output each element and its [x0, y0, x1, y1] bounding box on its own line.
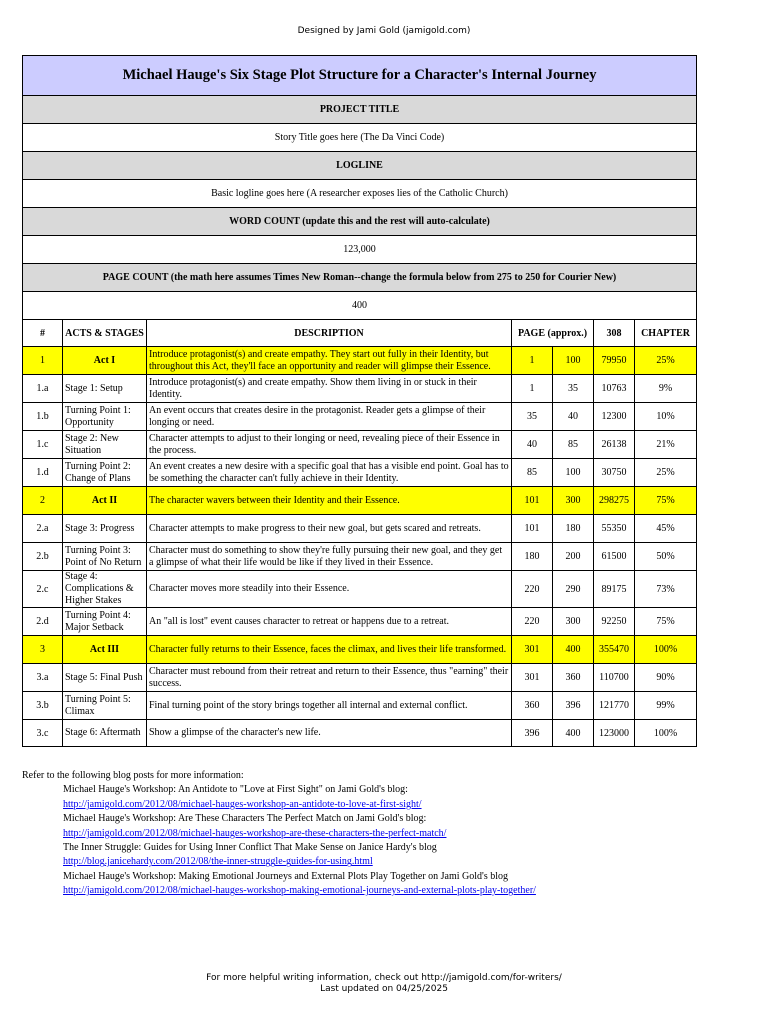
stage-name: Turning Point 3: Point of No Return [63, 543, 147, 571]
row-description: An "all is lost" event causes character to retreat or happens due to a retreat. [147, 608, 512, 636]
col-header-description: DESCRIPTION [147, 320, 512, 347]
page-start: 360 [512, 692, 553, 720]
chapter-percent: 75% [635, 487, 697, 515]
word-count-cell: 123000 [594, 720, 635, 747]
row-description: An event occurs that creates desire in the protagonist. Reader gets a glimpse of their longing or need. [147, 403, 512, 431]
row-number: 3 [23, 636, 63, 664]
row-number: 3.c [23, 720, 63, 747]
col-header-acts: ACTS & STAGES [63, 320, 147, 347]
stage-name: Stage 2: New Situation [63, 431, 147, 459]
stage-row [23, 664, 697, 692]
chapter-percent: 50% [635, 543, 697, 571]
column-header-row [23, 320, 697, 347]
logline-label: LOGLINE [23, 152, 697, 180]
reference-link[interactable]: http://jamigold.com/2012/08/michael-hauges-workshop-an-antidote-to-love-at-first-sight/ [63, 798, 422, 810]
row-description: Character must rebound from their retreat and return to their Essence, thus "earning" their success. [147, 664, 512, 692]
act-row [23, 636, 697, 664]
stage-name: Stage 4: Complications & Higher Stakes [63, 571, 147, 608]
chapter-percent: 100% [635, 720, 697, 747]
row-description: An event creates a new desire with a specific goal that has a visible end point. Goal has to be something the character can't fully achieve in their Identity. [147, 459, 512, 487]
row-description: Character must do something to show they're fully pursuing their new goal, and they get a glimpse of what their life would be like if they lived in their Essence. [147, 543, 512, 571]
footer-updated: Last updated on 04/25/2025 [320, 984, 448, 994]
word-count-cell: 121770 [594, 692, 635, 720]
chapter-percent: 21% [635, 431, 697, 459]
page-start: 101 [512, 515, 553, 543]
row-number: 3.b [23, 692, 63, 720]
stage-row [23, 375, 697, 403]
row-description: Character fully returns to their Essence, faces the climax, and lives their life transformed. [147, 636, 512, 664]
row-number: 1 [23, 347, 63, 375]
word-count-cell: 355470 [594, 636, 635, 664]
chapter-percent: 75% [635, 608, 697, 636]
col-header-words: 308 [594, 320, 635, 347]
col-header-num: # [23, 320, 63, 347]
row-description: Character attempts to adjust to their longing or need, revealing piece of their Essence in the process. [147, 431, 512, 459]
stage-name: Stage 6: Aftermath [63, 720, 147, 747]
stage-row [23, 571, 697, 608]
col-header-page: PAGE (approx.) [512, 320, 594, 347]
stage-name: Turning Point 2: Change of Plans [63, 459, 147, 487]
page-end: 180 [553, 515, 594, 543]
stage-row [23, 459, 697, 487]
page-end: 400 [553, 636, 594, 664]
stage-row [23, 720, 697, 747]
act-row [23, 487, 697, 515]
word-count-cell: 89175 [594, 571, 635, 608]
row-number: 2.c [23, 571, 63, 608]
act-name: Act I [63, 347, 147, 375]
page-end: 396 [553, 692, 594, 720]
page-start: 101 [512, 487, 553, 515]
chapter-percent: 25% [635, 347, 697, 375]
stage-name: Turning Point 4: Major Setback [63, 608, 147, 636]
chapter-percent: 73% [635, 571, 697, 608]
word-count-value[interactable]: 123,000 [23, 236, 697, 264]
reference-link[interactable]: http://jamigold.com/2012/08/michael-hauges-workshop-are-these-characters-the-perfect-match/ [63, 827, 447, 839]
footer [0, 973, 768, 995]
row-number: 1.c [23, 431, 63, 459]
reference-item: The Inner Struggle: Guides for Using Inner Conflict That Make Sense on Janice Hardy's blog [63, 842, 437, 854]
word-count-cell: 26138 [594, 431, 635, 459]
col-header-chapter: CHAPTER [635, 320, 697, 347]
footer-info: For more helpful writing information, check out http://jamigold.com/for-writers/ [206, 973, 562, 983]
page-start: 396 [512, 720, 553, 747]
page-start: 85 [512, 459, 553, 487]
act-name: Act III [63, 636, 147, 664]
chapter-percent: 100% [635, 636, 697, 664]
page-start: 35 [512, 403, 553, 431]
chapter-percent: 45% [635, 515, 697, 543]
references-section [22, 769, 742, 899]
reference-item: Michael Hauge's Workshop: Are These Characters The Perfect Match on Jami Gold's blog: [63, 813, 427, 825]
page-end: 100 [553, 347, 594, 375]
page-end: 300 [553, 487, 594, 515]
word-count-cell: 61500 [594, 543, 635, 571]
chapter-percent: 25% [635, 459, 697, 487]
row-number: 2 [23, 487, 63, 515]
page-count-value[interactable]: 400 [23, 292, 697, 320]
word-count-cell: 79950 [594, 347, 635, 375]
page-start: 1 [512, 347, 553, 375]
stage-row [23, 608, 697, 636]
word-count-label: WORD COUNT (update this and the rest will auto-calculate) [23, 208, 697, 236]
row-number: 2.b [23, 543, 63, 571]
page-start: 220 [512, 571, 553, 608]
row-number: 1.b [23, 403, 63, 431]
stage-name: Turning Point 1: Opportunity [63, 403, 147, 431]
stage-row [23, 515, 697, 543]
word-count-cell: 298275 [594, 487, 635, 515]
page-end: 290 [553, 571, 594, 608]
word-count-cell: 12300 [594, 403, 635, 431]
page-count-label: PAGE COUNT (the math here assumes Times New Roman--change the formula below from 275 to 250 for Courier New) [23, 264, 697, 292]
stage-name: Stage 5: Final Push [63, 664, 147, 692]
reference-link[interactable]: http://jamigold.com/2012/08/michael-hauges-workshop-making-emotional-journeys-and-external-plots-play-together/ [63, 885, 536, 897]
references-intro: Refer to the following blog posts for more information: [22, 770, 244, 781]
page-start: 40 [512, 431, 553, 459]
row-description: The character wavers between their Identity and their Essence. [147, 487, 512, 515]
page-end: 35 [553, 375, 594, 403]
word-count-cell: 55350 [594, 515, 635, 543]
page-end: 40 [553, 403, 594, 431]
stage-row [23, 692, 697, 720]
row-description: Show a glimpse of the character's new life. [147, 720, 512, 747]
page-end: 300 [553, 608, 594, 636]
page-start: 1 [512, 375, 553, 403]
row-description: Introduce protagonist(s) and create empathy. Show them living in or stuck in their Identity. [147, 375, 512, 403]
reference-item: Michael Hauge's Workshop: Making Emotional Journeys and External Plots Play Together on Jami Gold's blog [63, 870, 509, 882]
word-count-cell: 10763 [594, 375, 635, 403]
project-title-label: PROJECT TITLE [23, 96, 697, 124]
chapter-percent: 99% [635, 692, 697, 720]
row-description: Final turning point of the story brings together all internal and external conflict. [147, 692, 512, 720]
reference-item: Michael Hauge's Workshop: An Antidote to "Love at First Sight" on Jami Gold's blog: [63, 784, 408, 796]
word-count-cell: 30750 [594, 459, 635, 487]
word-count-cell: 92250 [594, 608, 635, 636]
row-number: 1.a [23, 375, 63, 403]
row-number: 2.d [23, 608, 63, 636]
row-number: 2.a [23, 515, 63, 543]
act-row [23, 347, 697, 375]
page-end: 200 [553, 543, 594, 571]
word-count-cell: 110700 [594, 664, 635, 692]
page-start: 301 [512, 636, 553, 664]
stage-name: Stage 1: Setup [63, 375, 147, 403]
page-start: 180 [512, 543, 553, 571]
stage-row [23, 431, 697, 459]
chapter-percent: 90% [635, 664, 697, 692]
project-title-value[interactable]: Story Title goes here (The Da Vinci Code) [23, 124, 697, 152]
stage-name: Stage 3: Progress [63, 515, 147, 543]
page-start: 301 [512, 664, 553, 692]
act-name: Act II [63, 487, 147, 515]
stage-name: Turning Point 5: Climax [63, 692, 147, 720]
plot-structure-table [22, 55, 697, 747]
designer-credit: Designed by Jami Gold (jamigold.com) [297, 26, 471, 36]
page-end: 400 [553, 720, 594, 747]
page-end: 360 [553, 664, 594, 692]
page-start: 220 [512, 608, 553, 636]
row-description: Character moves more steadily into their Essence. [147, 571, 512, 608]
chapter-percent: 10% [635, 403, 697, 431]
reference-link[interactable]: http://blog.janicehardy.com/2012/08/the-inner-struggle-guides-for-using.html [63, 856, 373, 868]
sheet-title: Michael Hauge's Six Stage Plot Structure for a Character's Internal Journey [23, 56, 697, 96]
row-description: Introduce protagonist(s) and create empathy. They start out fully in their Identity, but throughout this Act, they'll face an opportunity and reader will glimpse their Essence. [147, 347, 512, 375]
page-end: 85 [553, 431, 594, 459]
page-end: 100 [553, 459, 594, 487]
logline-value[interactable]: Basic logline goes here (A researcher exposes lies of the Catholic Church) [23, 180, 697, 208]
stage-row [23, 543, 697, 571]
row-number: 1.d [23, 459, 63, 487]
stage-row [23, 403, 697, 431]
chapter-percent: 9% [635, 375, 697, 403]
row-description: Character attempts to make progress to their new goal, but gets scared and retreats. [147, 515, 512, 543]
row-number: 3.a [23, 664, 63, 692]
